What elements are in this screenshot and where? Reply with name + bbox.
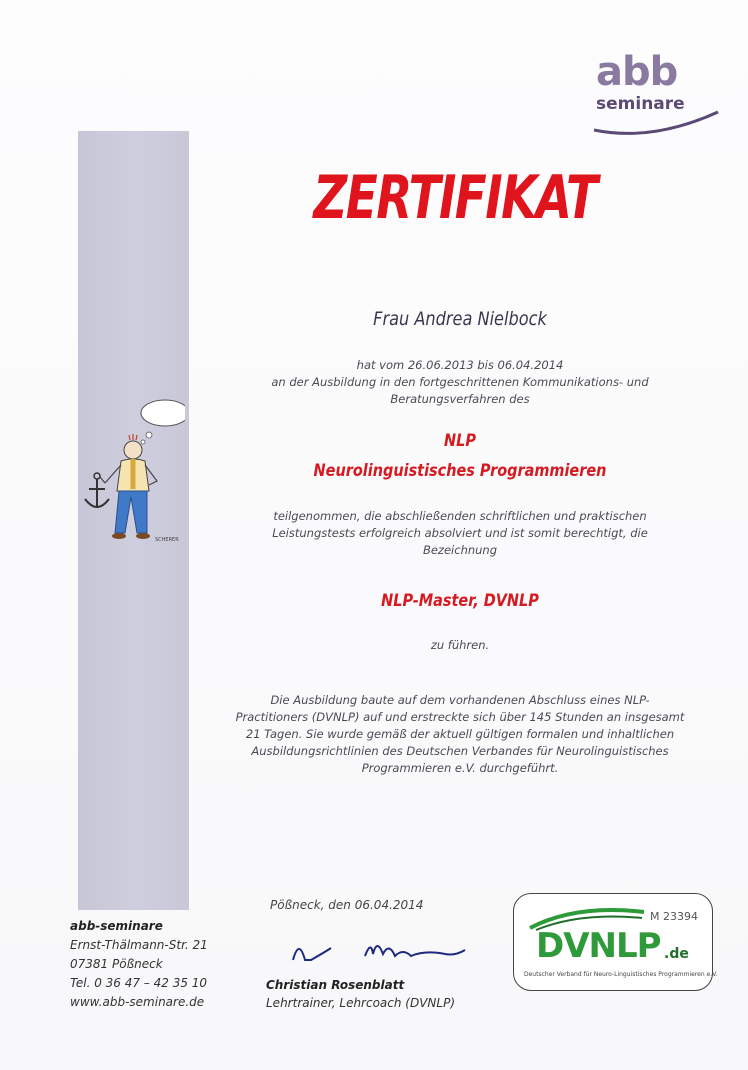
description-line-5: Programmieren e.V. durchgeführt.	[361, 761, 559, 775]
description-block	[220, 692, 700, 777]
signer-name: Christian Rosenblatt	[266, 978, 405, 992]
intro-block	[220, 357, 700, 408]
org-phone: Tel. 0 36 47 – 42 35 10	[70, 976, 208, 990]
passed-line-2: Leistungstests erfolgreich absolviert und ist somit berechtigt, die	[272, 526, 648, 540]
intro-line-3: Beratungsverfahren des	[390, 392, 530, 406]
place-and-date: Pößneck, den 06.04.2014	[270, 898, 424, 912]
intro-line-2: an der Ausbildung in den fortgeschrittenen Kommunikations- und	[271, 375, 649, 389]
intro-line-1: hat vom 26.06.2013 bis 06.04.2014	[356, 358, 564, 372]
org-website: www.abb-seminare.de	[70, 995, 205, 1009]
cartoon-figure-with-anchor	[75, 395, 185, 555]
dvnlp-membership-badge	[513, 893, 718, 991]
logo-main-text: abb	[596, 49, 678, 95]
artist-signature: SCHERER	[155, 537, 179, 543]
org-name: abb-seminare	[70, 919, 163, 933]
description-line-4: Ausbildungsrichtlinien des Deutschen Verbandes für Neurolinguistisches	[251, 744, 669, 758]
certificate-title: ZERTIFIKAT	[313, 163, 597, 233]
logo-swoosh-icon	[592, 108, 722, 138]
recipient-name: Frau Andrea Nielbock	[373, 308, 547, 330]
org-street: Ernst-Thälmann-Str. 21	[70, 938, 208, 952]
passed-block	[220, 508, 700, 559]
course-abbreviation: NLP	[444, 431, 476, 451]
signature-scribble	[285, 920, 475, 970]
abb-seminare-logo	[592, 50, 722, 140]
dvnlp-domain-suffix: .de	[664, 946, 689, 962]
dvnlp-logo-text: DVNLP	[536, 926, 661, 966]
passed-line-3: Bezeichnung	[422, 543, 498, 557]
logo-sub-text: seminare	[596, 94, 685, 114]
description-line-1: Die Ausbildung baute auf dem vorhandenen Abschluss eines NLP-	[270, 693, 650, 707]
qualification-title: NLP-Master, DVNLP	[381, 591, 539, 611]
org-city: 07381 Pößneck	[70, 957, 163, 971]
description-line-3: 21 Tagen. Sie wurde gemäß der aktuell gültigen formalen und inhaltlichen	[245, 727, 675, 741]
signer-role: Lehrtrainer, Lehrcoach (DVNLP)	[266, 996, 456, 1010]
organization-address	[70, 917, 208, 1012]
passed-line-1: teilgenommen, die abschließenden schriftlichen und praktischen	[273, 509, 647, 523]
course-full-name: Neurolinguistisches Programmieren	[313, 461, 607, 481]
membership-number: M 23394	[650, 910, 698, 923]
conduct-text: zu führen.	[430, 638, 490, 652]
description-line-2: Practitioners (DVNLP) auf und erstreckte sich über 145 Stunden an insgesamt	[235, 710, 685, 724]
signer-block	[266, 976, 455, 1012]
dvnlp-caption: Deutscher Verband für Neuro-Linguistisches Programmieren e.V.	[524, 971, 718, 978]
